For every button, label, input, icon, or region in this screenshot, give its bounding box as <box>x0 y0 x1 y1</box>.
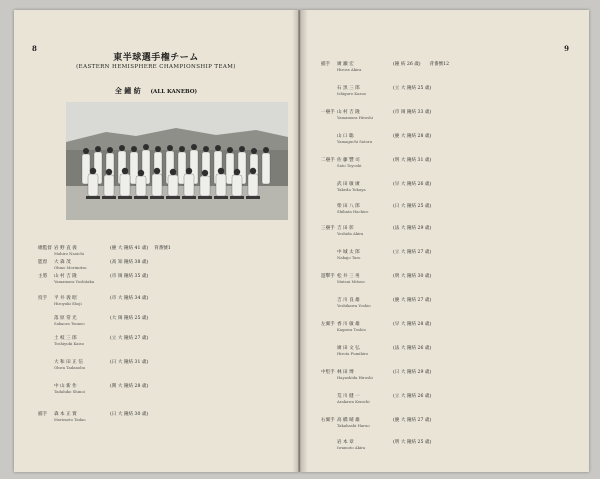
team-name-ja: 全 鐘 紡 <box>114 86 141 95</box>
page-number: 8 <box>32 44 37 53</box>
roster-row: 廣 田 文 弘 (法 大 鐘紡 26 歳) Hirota Fumihiro <box>337 346 432 357</box>
roster-row: 一壘手 山 村 吉 隆 (市 岡 鐘紡 33 歳) Yamamura Hiroshi <box>321 110 432 121</box>
roster-row: 吉 川 良 雄 (慶 大 鐘紡 27 歳) Yoshikawa Yoshio <box>337 298 432 309</box>
roster-row: 中堅手 林 田 博 (日 大 鐘紡 29 歳) Hayashida Hiroshi <box>321 370 432 381</box>
roster-row: 中 城 太 郎 (立 大 鐘紡 27 歳) Nakajo Taro <box>337 250 432 261</box>
roster-row: 捕手 廣 瀬 宏 (鐘 紡 26 歳) 背番號12 Hirose Akira <box>321 62 449 73</box>
roster-row: 捕手 森 本 正 實 (日 大 鐘紡 30 歳) Morimoto Tadao <box>38 412 149 423</box>
page-title: 東半球選手権チーム <box>113 53 199 63</box>
team-heading <box>14 86 298 96</box>
roster-row: 三壘手 吉 田 彰 (法 大 鐘紡 29 歳) Yoshida Akira <box>321 226 432 237</box>
right-page <box>300 10 589 472</box>
roster-row: 左翼手 香 川 敏 雄 (早 大 鐘紡 28 歳) Kagawa Toshio <box>321 322 432 333</box>
roster-row: 荒 川 健 一 (立 大 鐘紡 26 歳) Arakawa Kenichi <box>337 394 432 405</box>
team-photo <box>66 102 288 220</box>
roster-row: 柴 田 八 郎 (日 大 鐘紡 25 歳) Shibata Hachiro <box>337 204 432 215</box>
roster-row: 監督 大 森 茂 (高 知 鐘紡 38 歳) Ohmo Morimitsu <box>38 260 149 271</box>
roster-row: 石 黒 三 郎 (立 大 鐘紡 25 歳) Ishiguro Kazuo <box>337 86 432 97</box>
page-number: 9 <box>564 44 569 53</box>
book-spine-shadow <box>292 10 308 472</box>
roster-row: 總監督 岩 野 直 義 (慶 大 鐘紡 41 歳) 背番號1 Mahiro Naoichi <box>38 246 171 257</box>
roster-row: 岩 本 章 (明 大 鐘紡 25 歳) Iwamoto Akira <box>337 440 432 451</box>
left-page <box>14 10 299 472</box>
roster-row: 遊撃手 松 井 三 男 (明 大 鐘紡 30 歳) Matsui Mitsuo <box>321 274 432 285</box>
roster-row: 中 山 新 作 (関 大 鐘紡 28 歳) Tadahiko Shinoi <box>54 384 149 395</box>
roster-row: 右翼手 高 橋 晴 雄 (慶 大 鐘紡 27 歳) Takahashi Haruo <box>321 418 432 429</box>
page-subtitle: (EASTERN HEMISPHERE CHAMPIONSHIP TEAM) <box>76 64 236 70</box>
roster-row: 土 岐 三 郎 (立 大 鐘紡 27 歳) Toshiyuki Kaiso <box>54 336 149 347</box>
roster-row: 山 口 聡 (慶 大 鐘紡 28 歳) Yamaguchi Satoru <box>337 134 432 145</box>
roster-row: 大 和 田 正 信 (日 大 鐘紡 31 歳) Ohwa Tadanobu <box>54 360 149 371</box>
roster-row: 落 原 常 光 (大 岡 鐘紡 25 歳) Sakaora Tsuneo <box>54 316 149 327</box>
team-name-en: (ALL KANEBO) <box>150 89 198 95</box>
team-photo-image <box>66 102 288 220</box>
roster-row: 武 田 敏 廣 (早 大 鐘紡 26 歳) Takeda Tokuya <box>337 182 432 193</box>
roster-row: 二壘手 佐 藤 豐 司 (明 大 鐘紡 31 歳) Sato Toyoshi <box>321 158 432 169</box>
roster-row: 投手 平 井 義 昭 (市 大 鐘紡 34 歳) Hiroyuki Shoji <box>38 296 149 307</box>
roster-row: 主將 山 村 吉 隆 (市 岡 鐘紡 35 歳) Yamamura Yoshitaka <box>38 274 149 285</box>
